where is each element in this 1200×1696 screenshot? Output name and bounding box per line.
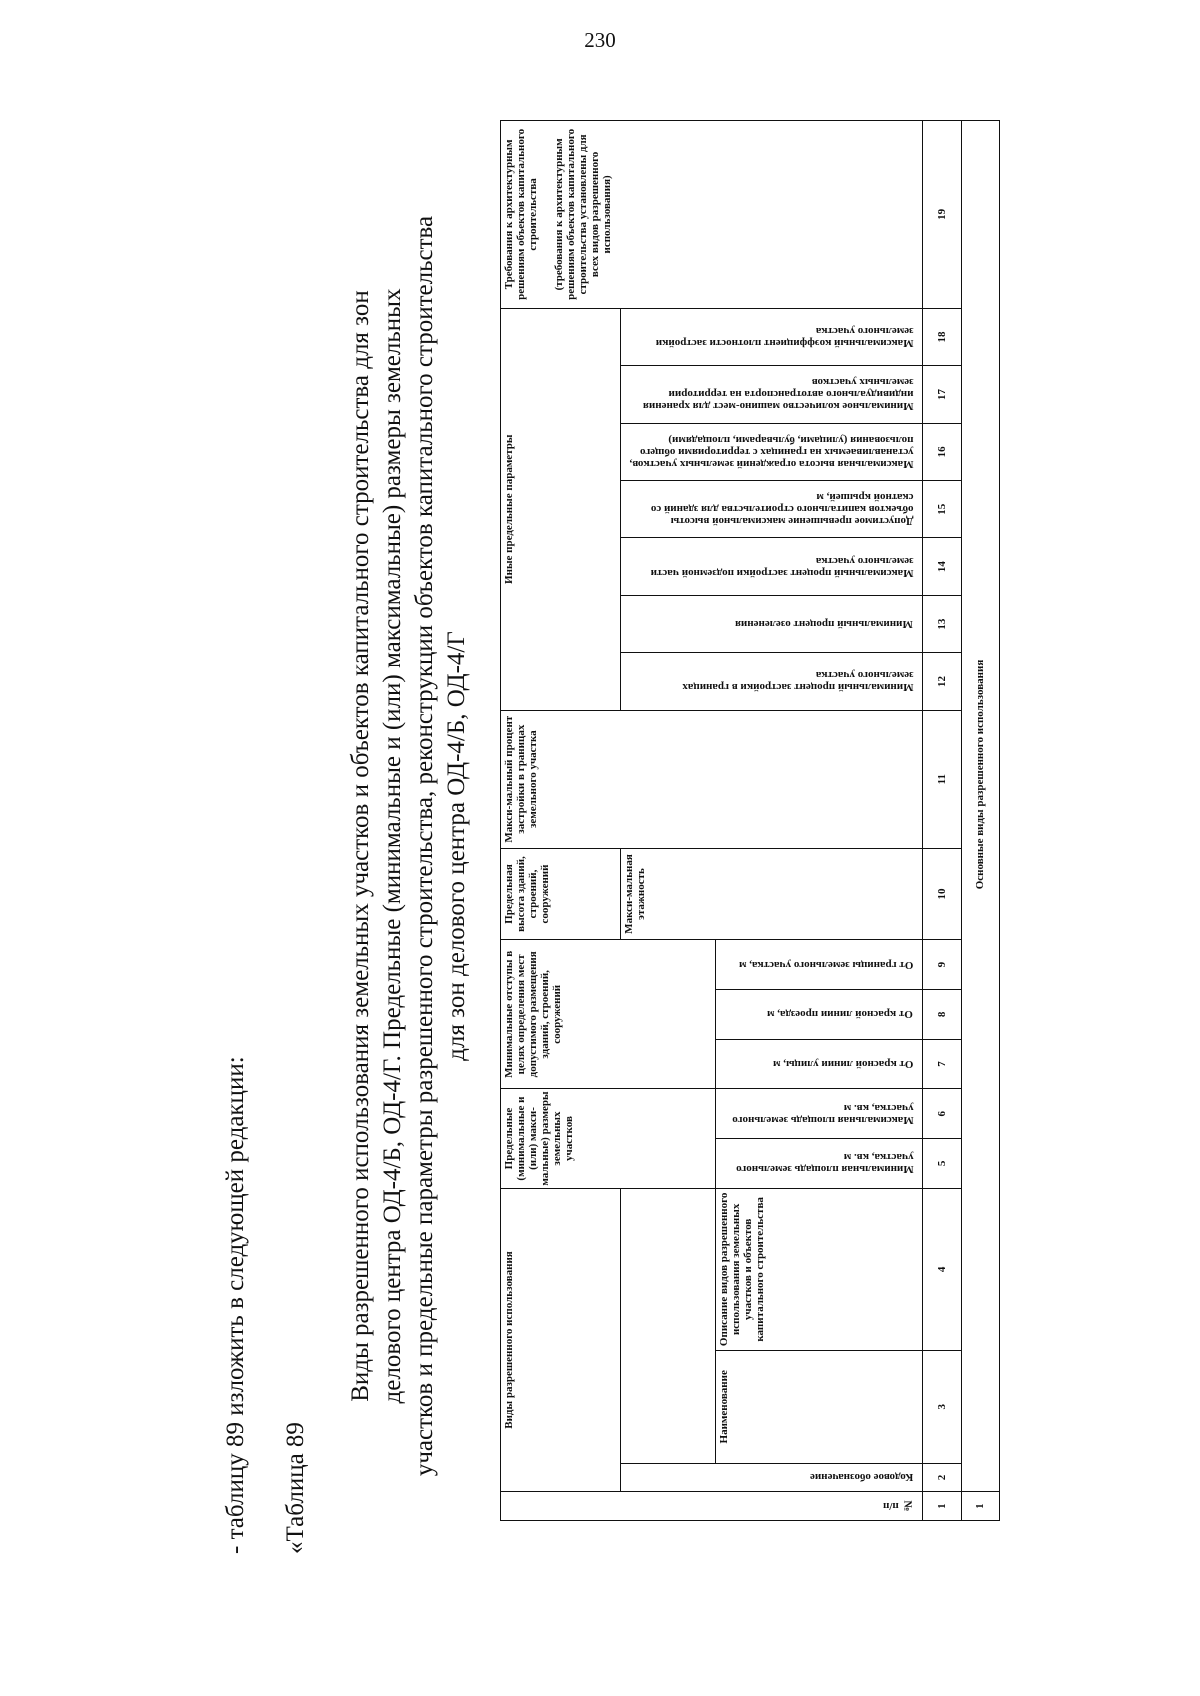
header-ot-ulic: От красной линии улицы, м: [715, 1039, 923, 1089]
heading-line: участков и предельные параметры разрешенного строительства, реконструкции объектов капитального строительства: [411, 215, 438, 1477]
header-kod: Кодовое обозначение: [620, 1463, 923, 1492]
section-label: Основные виды разрешенного использования: [961, 121, 999, 1492]
header-opis: Описание видов разрешенного использования земельных участков и объектов капитального строительства: [715, 1188, 923, 1350]
column-number: 6: [923, 1089, 961, 1139]
heading-line: для зон делового центра ОД-4/Б, ОД-4/Г: [443, 631, 470, 1061]
column-number: 9: [923, 940, 961, 990]
header-vysota: Предельная высота зданий, строений, сооружений: [501, 848, 621, 940]
column-number: 13: [923, 595, 961, 652]
column-number: 17: [923, 366, 961, 423]
header-p13: Минимальный процент озеленения: [620, 595, 923, 652]
header-vidy-spacer: [620, 1188, 715, 1463]
header-otstupy: Минимальные отступы в целях определения мест допустимого размещения зданий, строений, сооружений: [501, 940, 716, 1089]
header-etazh: Макси-мальная этажность: [620, 848, 923, 940]
page-number: 230: [584, 28, 616, 52]
header-inye: Иные предельные параметры: [501, 308, 621, 710]
column-number: 10: [923, 848, 961, 940]
p19-note: (требования к архитектурным решениям объектов капитального строительства установлены для всех видов разрешенного использования): [553, 128, 613, 300]
intro-line: - таблицу 89 изложить в следующей редакции:: [222, 1056, 249, 1554]
header-razmery: Предельные (минимальные и (или) макси-мальные) размеры земельных участков: [501, 1089, 716, 1188]
section-row: [961, 121, 999, 1521]
header-vidy: Виды разрешенного использования: [501, 1188, 621, 1492]
section-number: 1: [961, 1492, 999, 1521]
header-no: № п/п: [501, 1492, 923, 1521]
heading-line: Виды разрешенного использования земельных участков и объектов капитального строительства для зон: [347, 290, 374, 1402]
header-p17: Минимальное количество машино-мест для хранения индивидуального автотранспорта на территории земельных участков: [620, 366, 923, 423]
header-min-area: Минимальная площадь земельного участка, кв. м: [715, 1139, 923, 1189]
table-label: «Таблица 89: [282, 1422, 309, 1554]
column-number-row: [923, 121, 961, 1521]
column-number: 15: [923, 481, 961, 538]
header-p16: Максимальная высота ограждений земельных участков, устанавливаемых на границах с территориями общего пользования (улицами, бульварами, площадями): [620, 423, 923, 480]
p19-title: Требования к архитектурным решениям объектов капитального строительства: [503, 128, 539, 300]
column-number: 4: [923, 1188, 961, 1350]
header-max-area: Максимальная площадь земельного участка, кв. м: [715, 1089, 923, 1139]
column-number: 12: [923, 653, 961, 710]
heading-line: делового центра ОД-4/Б, ОД-4/Г. Предельные (минимальные и (или) максимальные) размеры земельных: [379, 288, 406, 1404]
header-p19: [501, 121, 923, 309]
header-p18: Максимальный коэффициент плотности застройки земельного участка: [620, 308, 923, 365]
header-proc-zastr: Макси-мальный процент застройки в границах земельного участка: [501, 710, 923, 848]
column-number: 18: [923, 308, 961, 365]
column-number: 1: [923, 1492, 961, 1521]
header-p15: Допустимое превышение максимальной высоты объектов капитального строительства для зданий со скатной крышей, м: [620, 481, 923, 538]
header-p12: Минимальный процент застройки в границах земельного участка: [620, 653, 923, 710]
header-naim: Наименование: [715, 1350, 923, 1463]
column-number: 11: [923, 710, 961, 848]
column-number: 14: [923, 538, 961, 595]
column-number: 7: [923, 1039, 961, 1089]
column-number: 16: [923, 423, 961, 480]
column-number: 5: [923, 1139, 961, 1189]
table-heading: [345, 196, 473, 1496]
header-ot-granic: От границы земельного участка, м: [715, 940, 923, 990]
regulations-table: [500, 120, 1000, 1521]
column-number: 3: [923, 1350, 961, 1463]
column-number: 2: [923, 1463, 961, 1492]
header-p14: Максимальный процент застройки подземной части земельного участка: [620, 538, 923, 595]
header-ot-proezd: От красной линии проезда, м: [715, 990, 923, 1040]
column-number: 8: [923, 990, 961, 1040]
column-number: 19: [923, 121, 961, 309]
